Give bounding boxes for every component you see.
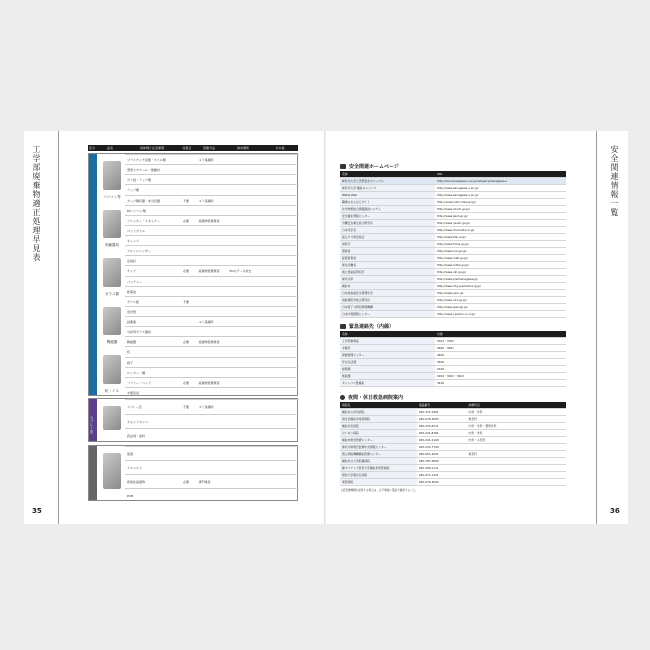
table-cell: 045-331-1961 [417,409,467,416]
table-cell: MSDS Web [340,192,435,199]
item-illustration [99,206,125,249]
item-picture [103,307,121,336]
hospital-section [340,393,566,492]
table-cell[interactable]: http://anzeninfo.mhlw.go.jp/ [435,199,566,206]
table-cell [181,388,197,398]
table-cell: プラスチック容器・ボトル類 [127,158,166,162]
table-cell: 必要 [183,218,190,223]
hospital-note: 上記医療機関を受診する場合は、必ず事前に電話で確認すること。 [340,489,418,492]
table-cell: 045-221-8181 [417,430,467,437]
table-cell [467,444,566,451]
table-cell [181,415,197,430]
table-row [340,366,566,373]
right-page [326,131,628,524]
table-cell: 3100 [435,366,566,373]
table-cell: 横浜市立大学附属病院 [340,458,417,465]
table-row [340,437,566,444]
item-illustration [99,254,125,297]
table-cell: 陶磁器 [127,340,137,345]
table-cell [467,465,566,472]
table-cell: 聖マリアンナ医科大学横浜市西部病院 [340,465,417,472]
table-cell[interactable]: http://www.jniosh.go.jp/ [435,206,566,213]
table-row [340,423,566,430]
table-cell: ロッカー・棚 [127,370,145,375]
disposal-block [88,153,298,396]
table-cell: PCパソコン類 [127,208,146,213]
item-picture [103,258,121,287]
table-cell: キャップ [127,239,140,243]
homepage-section-title: 安全関連ホームページ [349,164,399,170]
table-cell: 発泡スチロール・緩衝材 [127,168,160,173]
col-name: 名称 [340,331,435,338]
table-cell [197,388,228,398]
left-page-number: 35 [32,507,42,515]
table-cell: 045-232-7799 [417,444,467,451]
clock-icon [340,395,345,400]
item-illustration [99,351,125,394]
item-picture [103,210,121,239]
item-illustration [99,303,125,346]
table-cell[interactable]: http://www.jaea.go.jp/ [435,304,566,311]
hospital-section-heading [340,393,566,402]
table-row [340,178,566,185]
table-cell: 専門業者 [198,480,211,484]
table-cell: 施設課 [340,373,435,380]
item-caption: 陶磁器 [106,340,118,345]
table-cell: 内科・外科・整形外科 [467,423,566,430]
table-cell[interactable]: http://ohs.kanagawa-u.ac.jp/category/kanagawa-u [435,178,566,185]
table-cell: 神奈川大学 横浜キャンパス [340,185,435,192]
table-cell: ゴミ集積所 [198,320,214,324]
category-color-bar [89,446,97,500]
table-cell: 日本中毒情報センター [340,311,435,318]
col-tel: 電話番号 [417,402,467,409]
table-cell: 不要 [183,299,190,304]
item-caption: 机・イス [105,388,119,393]
table-row [340,213,566,220]
table-cell: 日本化学会 [340,227,435,234]
header-cell: 処理方法 [202,146,215,150]
table-row [340,465,566,472]
table-row [340,458,566,465]
table-cell [197,415,228,430]
table-cell: 日本原子力研究開発機構 [340,304,435,311]
hospital-table [340,402,566,486]
contact-table [340,331,566,387]
table-cell: 済生会横浜市東部病院 [340,416,417,423]
homepage-section-heading [340,162,566,171]
table-cell: カップ麺容器・弁当容器 [127,198,160,203]
table-cell: 椅子 [127,360,134,365]
table-cell: ラップ類 [127,188,139,193]
table-cell [467,479,566,486]
table-cell [228,489,299,503]
table-row [340,451,566,458]
table-cell [197,429,228,444]
right-page-side-title: 安全関連情報一覧 [610,145,619,217]
table-cell: 045-851-2621 [417,451,467,458]
table-cell [228,475,299,489]
table-cell: 分析用ガラス器具 [127,330,151,335]
table-cell: ソファー・ベッド [127,380,151,385]
table-cell: 蛍光管 [127,309,137,314]
table-cell: プリンター・スキャナー [127,218,160,223]
table-cell[interactable]: http://www.fdma.go.jp/ [435,241,566,248]
table-row [340,262,566,269]
table-cell[interactable]: http://www.env.go.jp/ [435,248,566,255]
table-row [340,444,566,451]
table-row [340,206,566,213]
table-row [340,199,566,206]
table-cell: 試薬瓶 [127,320,137,324]
table-cell[interactable]: http://www.j-poison-ic.or.jp/ [435,311,566,318]
table-row [340,380,566,387]
table-cell[interactable]: http://www.meti.go.jp/ [435,255,566,262]
table-cell: 横浜労災病院 [340,423,417,430]
table-row [340,472,566,479]
table-row [340,373,566,380]
header-cell: 具体例と注意事項 [139,146,164,150]
table-cell[interactable]: http://www.kanagawa-u.ac.jp/ [435,185,566,192]
table-cell: 045-576-3000 [417,479,467,486]
table-cell: 化学物質総合情報提供システム [340,206,435,213]
table-cell: 045-787-2800 [417,458,467,465]
table-cell [467,472,566,479]
table-cell: 不要 [183,198,190,203]
table-cell: 045-576-3000 [417,416,467,423]
table-cell: 注射針 [127,259,137,264]
header-cell: 区分 [88,146,95,150]
table-cell: スプレー缶 [127,405,142,409]
table-cell: ガラス瓶 [127,299,139,304]
item-picture [103,355,121,384]
table-cell: 必要 [183,269,190,274]
table-cell: 廃棄物処理業者 [198,380,220,385]
table-cell: アルミシリンダー [127,249,151,254]
table-cell: 日本放射線安全管理学会 [340,290,435,297]
table-cell: 横浜市 [340,283,435,290]
left-page-side-title: 工学部廃棄物適正処理早見表 [32,145,41,262]
right-page-number: 36 [610,507,620,515]
table-cell [228,388,299,398]
table-cell: 机 [127,350,131,355]
table-row [340,234,566,241]
table-row [340,304,566,311]
table-cell: 東部病院 [340,479,417,486]
table-cell: ゴミ集積所 [198,158,214,162]
item-picture [103,161,121,190]
table-row [340,255,566,262]
table-cell: 国立病院機構横浜医療センター [340,451,417,458]
category-label: スプレー缶 [90,415,94,434]
table-cell [197,461,228,475]
contact-section-title: 緊急連絡先（内線） [349,324,395,330]
table-cell: 3500 [435,359,566,366]
table-row [125,387,299,398]
table-cell: ゴミ集積所 [198,198,214,203]
table-row [125,399,299,415]
table-row [340,227,566,234]
table-cell[interactable]: http://www.khk.or.jp/ [435,234,566,241]
item-picture [103,406,121,430]
table-row [340,297,566,304]
table-cell: 廃液 [127,452,134,456]
table-cell [228,415,299,430]
col-name: 病院名 [340,402,417,409]
table-row [340,345,566,352]
table-cell[interactable]: http://www.chemistry.or.jp/ [435,227,566,234]
col-name: 名称 [340,171,435,178]
table-cell: PCB [127,494,133,498]
table-cell: 3200・3201・3202 [435,373,566,380]
table-cell [467,458,566,465]
table-cell: 必要 [183,480,190,484]
category-color-bar [89,154,97,395]
disposal-table [88,145,298,501]
table-cell: 殺虫剤・塗料 [127,434,146,439]
item-illustration [99,449,125,499]
item-illustration [99,402,125,440]
item-caption: パソコン等 [103,194,121,199]
table-cell: 厚生労働省 [340,262,435,269]
table-cell: 045-366-1111 [417,465,467,472]
table-cell: 045-474-8111 [417,423,467,430]
category-color-bar [89,399,97,441]
table-cell[interactable]: http://www.jrsm.jp/ [435,290,566,297]
table-cell: 必要 [183,380,190,385]
table-cell [197,447,228,461]
table-row [340,241,566,248]
table-cell: 内科・外科 [467,409,566,416]
table-cell: カセットボンベ [127,419,149,424]
item-caption: ガラス類 [105,291,119,296]
table-row [340,479,566,486]
table-row [340,192,566,199]
table-cell: 木製家具 [127,390,140,395]
table-cell [181,429,197,444]
table-cell: 神奈川県救急医療中央情報センター [340,444,417,451]
hospital-section-title: 夜間・休日救急病院案内 [348,395,404,401]
table-cell: ポリ袋・ラップ類 [127,178,151,183]
table-cell[interactable]: http://www.kanagawa-u.ac.jp/ [435,192,566,199]
header-cell: 排出場所 [236,146,249,150]
disposal-table-header [88,145,298,151]
table-row [340,430,566,437]
table-row [125,460,299,475]
table-cell: 内科・外科 [467,430,566,437]
table-cell[interactable]: http://www.mhlw.go.jp/ [435,262,566,269]
table-row [340,269,566,276]
table-cell: 3301・3302 [435,338,566,345]
table-cell[interactable]: http://www.jaish.gr.jp/ [435,213,566,220]
table-cell: 総務課 [340,366,435,373]
table-cell[interactable]: http://www.pref.kanagawa.jp/ [435,276,566,283]
disposal-block [88,398,298,442]
table-cell: 045-201-1199 [417,437,467,444]
table-cell: 学生生活課 [340,359,435,366]
table-cell: アスベスト [127,466,142,470]
table-cell [181,447,197,461]
table-cell: けいゆう病院 [340,430,417,437]
table-row [340,185,566,192]
table-row [340,338,566,345]
table-cell: キャンパス警備室 [340,380,435,387]
table-cell: 守衛所 [340,345,435,352]
table-cell: 3400 [435,352,566,359]
table-cell: 環境省 [340,248,435,255]
table-cell: 内科・小児科 [467,437,566,444]
table-cell: 必要 [183,340,190,345]
table-cell: 045-971-1151 [417,472,467,479]
table-cell: 経済産業省 [340,255,435,262]
contact-section-heading [340,322,566,331]
table-row [340,416,566,423]
table-cell: 国立感染症研究所 [340,269,435,276]
table-row [125,446,299,461]
table-row [340,248,566,255]
table-row [340,276,566,283]
table-cell: 消防庁 [340,241,435,248]
table-row [125,414,299,430]
table-row [340,352,566,359]
table-cell [197,489,228,503]
col-url: URL [435,171,566,178]
right-page-margin-line [596,131,597,524]
item-caption: 実験器具 [105,243,119,248]
table-cell [228,447,299,461]
table-cell: 神奈川大学工学部安全マニュアル [340,178,435,185]
table-cell: 神奈川県 [340,276,435,283]
table-cell: 感染性廃棄物 [127,480,146,484]
table-cell [228,400,299,415]
table-cell: 労働安全衛生総合研究所 [340,220,435,227]
col-tel: 内線 [435,331,566,338]
table-cell: 3600・3601 [435,345,566,352]
table-cell[interactable]: http://www.city.yokohama.lg.jp/ [435,283,566,290]
homepage-table [340,171,566,318]
table-cell: 放射線医学総合研究所 [340,297,435,304]
left-page-margin-line [58,131,59,524]
table-cell: 職場のあんぜんサイト [340,199,435,206]
table-cell: 保健管理センター [340,352,435,359]
monitor-icon [340,164,346,169]
table-row [340,283,566,290]
table-row [340,409,566,416]
table-cell: 昭和大学藤が丘病院 [340,472,417,479]
item-picture [103,453,121,489]
table-cell[interactable]: http://www.nih.go.jp/ [435,269,566,276]
table-row [125,474,299,489]
table-cell: 3610 [435,380,566,387]
table-cell [181,461,197,475]
phone-icon [340,324,346,329]
table-cell: ペットボトル [127,228,146,233]
table-cell: バッテリー [127,279,143,284]
table-cell: 救急科 [467,416,566,423]
table-cell: 廃棄物処理業者 [198,269,220,274]
table-cell [228,429,299,444]
table-cell: 不要 [183,405,190,409]
table-cell: 安全衛生情報センター [340,213,435,220]
table-cell: 乾電池 [127,289,137,294]
table-cell: チップ [127,269,136,274]
table-cell[interactable]: http://www.nirs.go.jp/ [435,297,566,304]
table-cell: PCのデータ消去 [229,269,252,274]
table-cell: 廃棄物処理業者 [198,218,220,223]
table-cell [228,461,299,475]
left-page [24,131,326,524]
table-row [340,290,566,297]
header-cell: 収集日 [182,146,192,150]
header-cell: 品名 [106,146,113,150]
table-cell [181,489,197,503]
table-row [125,488,299,503]
table-cell: 横浜市救急医療センター [340,437,417,444]
table-row [340,311,566,318]
table-cell[interactable]: http://www.jniosh.go.jp/ [435,220,566,227]
col-note: 診療科目 [467,402,566,409]
table-cell: 救急科 [467,451,566,458]
table-row [125,428,299,444]
disposal-block [88,445,298,501]
header-cell: その他 [275,146,285,150]
homepage-section [340,162,566,318]
contact-section [340,322,566,387]
table-cell: 廃棄物処理業者 [198,340,220,345]
table-cell: 高圧ガス保安協会 [340,234,435,241]
table-row [340,220,566,227]
table-cell: 工学部事務室 [340,338,435,345]
item-illustration [99,157,125,200]
table-cell: ゴミ集積所 [198,405,214,409]
table-row [340,359,566,366]
table-cell: 横浜市立市民病院 [340,409,417,416]
